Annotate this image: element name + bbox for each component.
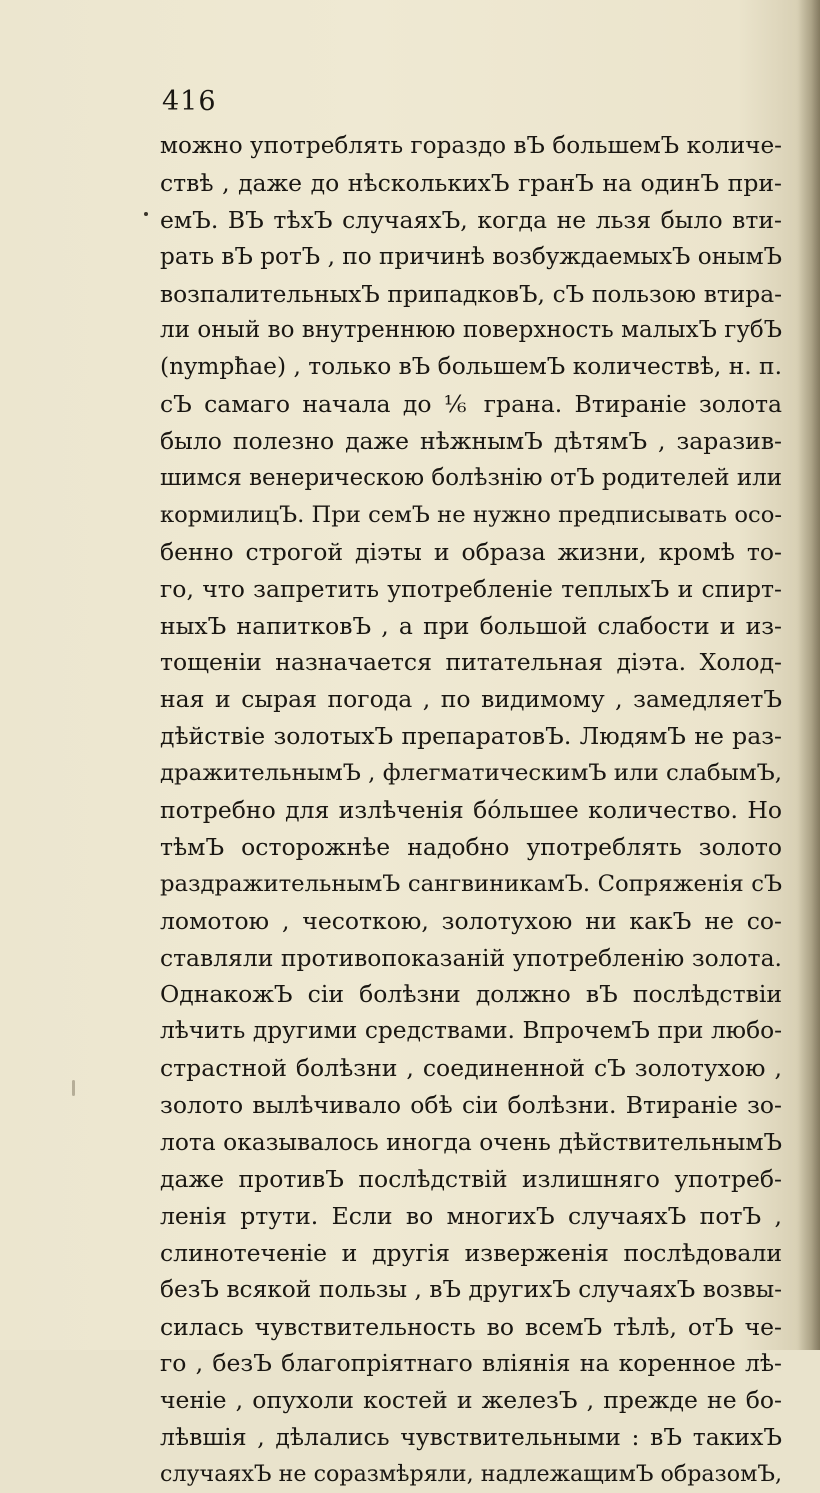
- text-line: сЪ самаго начала до ⅙ грана. Втираніе золота: [160, 390, 782, 419]
- text-line: лота оказывалось иногда очень дѣйствительнымЪ: [160, 1128, 782, 1157]
- text-line: слинотеченіе и другія изверженія послѣдовали: [160, 1238, 782, 1267]
- text-line: даже противЪ послѣдствій излишняго употреб-: [160, 1164, 782, 1193]
- text-line: го, что запретить употребленіе теплыхЪ и спирт-: [160, 574, 782, 603]
- text-line: дѣйствіе золотыхЪ препаратовЪ. ЛюдямЪ не раз-: [160, 722, 782, 751]
- text-line: раздражительнымЪ сангвиникамЪ. Сопряженія сЪ: [160, 870, 782, 897]
- text-line: силась чувствительность во всемЪ тѣлѣ, отЪ че-: [160, 1312, 782, 1341]
- text-line: бенно строгой діэты и образа жизни, кромѣ то-: [160, 537, 782, 566]
- text-line: ломотою , чесоткою, золотухою ни какЪ не со-: [160, 906, 782, 935]
- text-line: золото вылѣчивало обѣ сіи болѣзни. Втираніе зо-: [160, 1091, 782, 1120]
- text-line: возпалительныхЪ припадковЪ, сЪ пользою втира-: [160, 279, 782, 308]
- text-line: случаяхЪ не соразмѣряли, надлежащимЪ образомЪ,: [160, 1461, 782, 1488]
- text-line: ствѣ , даже до нѣсколькихЪ гранЪ на одинЪ при-: [160, 168, 782, 197]
- text-line: шимся венерическою болѣзнію отЪ родителей или: [160, 465, 782, 492]
- text-line: лѣвшія , дѣлались чувствительными : вЪ такихЪ: [160, 1423, 782, 1452]
- text-line: тощеніи назначается питательная діэта. Холод-: [160, 648, 782, 677]
- text-line: потребно для излѣченія бóльшее количество. Но: [160, 796, 782, 825]
- text-line: ставляли противопоказаній употребленію золота.: [160, 943, 782, 972]
- text-line: лѣчить другими средствами. ВпрочемЪ при любо-: [160, 1017, 782, 1045]
- text-line: ная и сырая погода , по видимому , замедляетЪ: [160, 685, 782, 714]
- text-line: дражительнымЪ , флегматическимЪ или слабымЪ,: [160, 760, 782, 787]
- body-text: [160, 128, 782, 1493]
- ink-mark: [144, 212, 148, 216]
- text-line: тѣмЪ осторожнѣе надобно употреблять золото: [160, 832, 782, 861]
- text-line: ОднакожЪ сіи болѣзни должно вЪ послѣдствіи: [160, 980, 782, 1009]
- page-edge-shadow: [798, 0, 820, 1350]
- text-line: ленія ртути. Если во многихЪ случаяхЪ потЪ ,: [160, 1201, 782, 1230]
- paper-stain: [72, 1080, 75, 1096]
- text-line: безЪ всякой пользы , вЪ другихЪ случаяхЪ возвы-: [160, 1275, 782, 1303]
- text-line: емЪ. ВЪ тѣхЪ случаяхЪ, когда не льзя было вти-: [160, 205, 782, 234]
- text-line: можно употреблять гораздо вЪ большемЪ количе-: [160, 133, 782, 159]
- text-line: ченіе , опухоли костей и железЪ , прежде не бо-: [160, 1386, 782, 1415]
- page-number: 416: [162, 86, 217, 117]
- text-line: страстной болѣзни , соединенной сЪ золотухою ,: [160, 1054, 782, 1083]
- text-line: ныхЪ напитковЪ , а при большой слабости и из-: [160, 611, 782, 640]
- text-line: рать вЪ ротЪ , по причинѣ возбуждаемыхЪ онымЪ: [160, 243, 782, 270]
- text-line: кормилицЪ. При семЪ не нужно предписывать осо-: [160, 501, 782, 528]
- text-line: (nympħae) , только вЪ большемЪ количествѣ, н. п.: [160, 353, 782, 381]
- text-line: было полезно даже нѣжнымЪ дѣтямЪ , заразив-: [160, 427, 782, 456]
- text-line: го , безЪ благопріятнаго вліянія на коренное лѣ-: [160, 1349, 782, 1378]
- text-line: ли оный во внутреннюю поверхность малыхЪ губЪ: [160, 317, 782, 344]
